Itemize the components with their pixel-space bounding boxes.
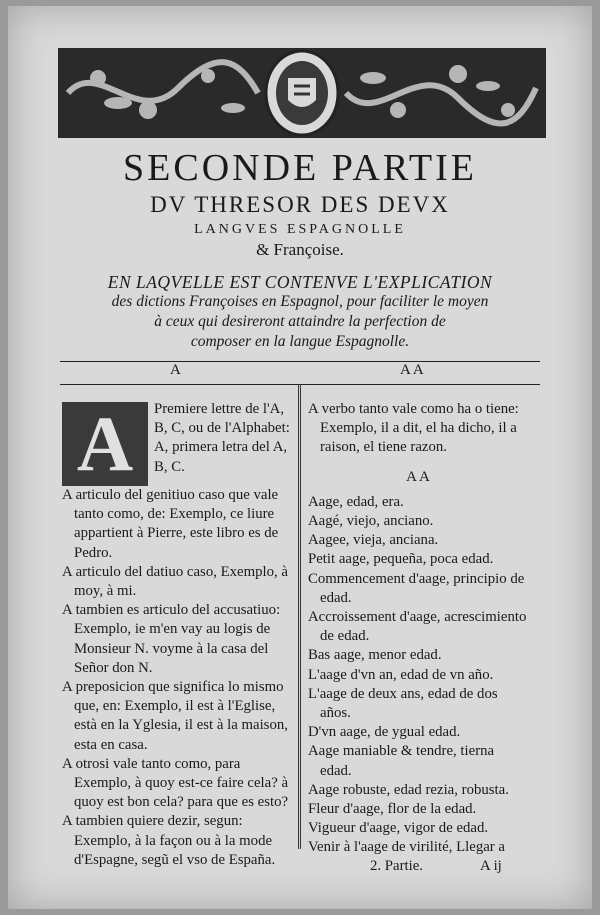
entry-text: Aage, edad, era.: [308, 493, 404, 510]
entry-text: Aagee, vieja, anciana.: [308, 532, 439, 549]
left-column: [62, 400, 292, 870]
intro-line: EN LAQVELLE EST CONTENVE L'EXPLICATION: [107, 272, 493, 292]
entry-text: Venir à l'aage de virilité, Llegar a: [308, 839, 505, 856]
catchword: A ij: [480, 858, 502, 874]
intro-line: des dictions Françoises en Espagnol, pour faciliter le moyen: [111, 293, 489, 310]
entry-text: Fleur d'aage, flor de la edad.: [308, 801, 477, 818]
section-subhead: A A: [406, 468, 430, 485]
entry-text: A tambien es articulo del accusatiuo: Exemplo, ie m'en vay au logis de Monsieur N. voyme à la casa del Señor don N.: [62, 602, 281, 676]
entry-text: Commencement d'aage, principio de edad.: [308, 570, 525, 606]
entry-text: Aage maniable & tendre, tierna edad.: [308, 743, 495, 779]
intro-text: [70, 272, 530, 352]
entry-text: Bas aage, menor edad.: [308, 647, 442, 664]
entry-text: Accroissement d'aage, acrescimiento de edad.: [308, 609, 527, 645]
entry-text: L'aage de deux ans, edad de dos años.: [308, 685, 498, 722]
entry-text: A preposicion que significa lo mismo que, en: Exemplo, il est à l'Eglise, està en la Yglesia, il est à la maison, esta en casa.: [62, 679, 288, 753]
entry-text: Petit aage, pequeña, poca edad.: [308, 551, 494, 568]
entry-text: Vigueur d'aage, vigor de edad.: [308, 820, 489, 837]
signature-mark: 2. Partie.: [370, 858, 424, 874]
entry-text: A articulo del datiuo caso, Exemplo, à moy, à mi.: [62, 563, 288, 600]
column-head-left: A: [170, 362, 181, 378]
intro-line: à ceux qui desireront attaindre la perfection de: [154, 313, 446, 330]
entry-text: Aagé, viejo, anciano.: [308, 513, 434, 530]
decorative-headpiece: [58, 48, 546, 138]
header-rule-top: [60, 361, 540, 362]
title-line-2: DV THRESOR DES DEVX: [150, 192, 450, 217]
entry-text: Premiere lettre de l'A,: [154, 401, 285, 417]
entry-text: A otrosi vale tanto como, para Exemplo, à quoy est-ce faire cela? à quoy est bon cela? para que es esto?: [62, 755, 289, 811]
column-divider: [298, 384, 301, 849]
entry-text: A verbo tanto vale como ha o tiene: Exemplo, il a dit, el ha dicho, il a raison, el tiene razon.: [308, 401, 519, 456]
entry-text: L'aage d'vn an, edad de vn año.: [308, 666, 494, 683]
decorated-initial-icon: A: [62, 402, 148, 486]
entry-text: B, C, ou de l'Alphabet: A, primera letra del A, B, C.: [154, 420, 290, 475]
title-line-1: SECONDE PARTIE: [123, 147, 477, 189]
right-column: [308, 400, 528, 858]
title-line-3: LANGVES ESPAGNOLLE: [194, 222, 406, 237]
intro-line: composer en la langue Espagnolle.: [190, 333, 410, 350]
title-line-4: & Françoise.: [256, 240, 344, 259]
entry-text: A tambien quiere dezir, segun: Exemplo, à la façon ou à la mode d'Espagne, segũ el vso de España.: [62, 813, 276, 868]
entry-text: Aage robuste, edad rezia, robusta.: [308, 781, 509, 798]
entry-text: D'vn aage, de ygual edad.: [308, 724, 461, 741]
entry-text: A articulo del genitiuo caso que vale tanto como, de: Exemplo, ce liure appartient à Pierre, este libro es de Pedro.: [62, 487, 279, 561]
column-head-right: A A: [400, 362, 424, 378]
